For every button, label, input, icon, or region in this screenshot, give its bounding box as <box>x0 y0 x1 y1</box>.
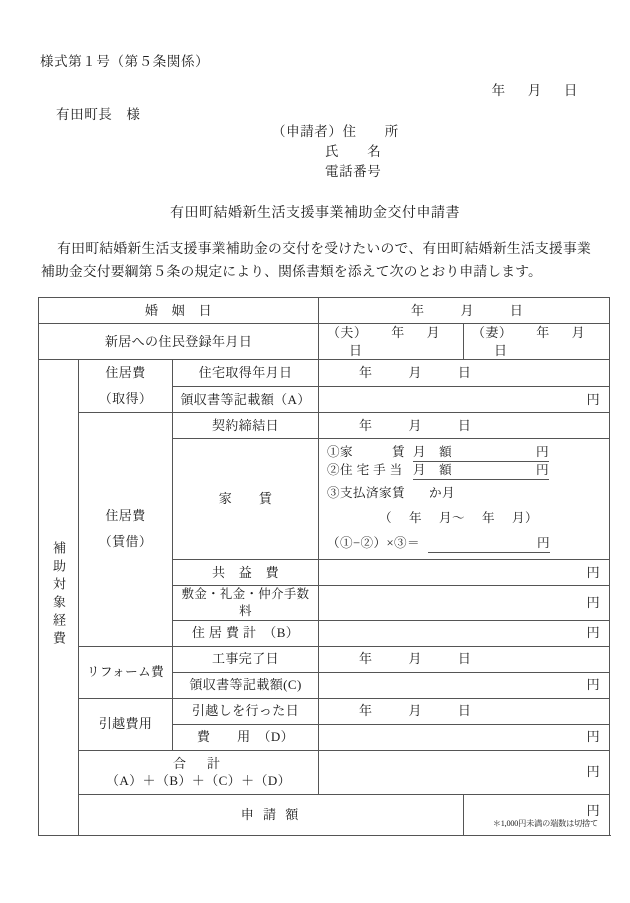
form-number: 様式第１号（第５条関係） <box>40 54 210 69</box>
acquire-receipt-value: 円 <box>319 386 610 413</box>
rent-item3-label: ③支払済家賃 <box>327 486 405 501</box>
acquire-receipt-label: 領収書等記載額（A） <box>173 386 319 413</box>
year-token: 年 <box>391 325 405 340</box>
common-fee-value: 円 <box>319 560 610 586</box>
rent-detail-cell <box>319 439 610 560</box>
reform-receipt-value: 円 <box>319 672 610 698</box>
rent-calc-label: （①−②）×③＝ <box>327 536 420 551</box>
applicant-prefix: （申請者） <box>272 124 343 139</box>
grand-total-label-line2: （A）＋（B）＋（C）＋（D） <box>105 773 292 789</box>
rent-item3-unit: か月 <box>429 486 456 501</box>
applicant-address-row <box>272 122 399 142</box>
housing-rent-label-line2: （賃借） <box>98 534 153 550</box>
applied-amount-note: ＊1,000円未満の端数は切捨て <box>492 818 599 828</box>
applicant-name-row <box>272 142 399 162</box>
vertical-label-text: 補助対象経費 <box>51 541 66 650</box>
subsidy-target-expense-vertical-label <box>39 360 79 836</box>
contract-date-value <box>319 413 610 439</box>
period-year2-token: 年 <box>482 511 496 526</box>
rent-line-1 <box>327 444 601 462</box>
table-row-grand-total <box>39 750 610 794</box>
housing-rent-label <box>79 413 173 646</box>
applicant-name-label: 氏 名 <box>325 144 382 159</box>
acquire-date-label: 住宅取得年月日 <box>173 360 319 387</box>
applicant-block <box>272 122 399 182</box>
moving-cost-label: 費 用 （D） <box>173 724 319 750</box>
application-table <box>38 297 610 836</box>
year-token: 年 <box>411 302 425 318</box>
page-title: 有田町結婚新生活支援事業補助金交付申請書 <box>170 206 460 221</box>
day-token: 日 <box>457 365 472 381</box>
reform-label: リフォーム費 <box>79 646 173 698</box>
day-token: 日 <box>509 302 524 318</box>
housing-acquire-label-line2: （取得） <box>98 391 153 407</box>
month-token: 月 <box>408 651 422 667</box>
residency-label: 新居への住民登録年月日 <box>39 324 319 360</box>
residency-husband-cell <box>319 324 464 360</box>
housing-acquire-label-line1: 住居費 <box>105 365 146 381</box>
deposit-label: 敷金・礼金・仲介手数料 <box>173 586 319 620</box>
table-row-reform-date <box>39 646 610 672</box>
applicant-phone-row <box>272 162 399 182</box>
table-row-contract-date <box>39 413 610 439</box>
day-token: 日 <box>349 342 363 358</box>
addressee-line <box>56 103 141 123</box>
table-row-residency-date <box>39 324 610 360</box>
day-token: 日 <box>457 651 472 667</box>
common-fee-label: 共 益 費 <box>173 560 319 586</box>
table-row-applied-amount <box>39 794 610 835</box>
year-token: 年 <box>359 651 373 667</box>
applied-amount-label: 申 請 額 <box>79 794 464 835</box>
rent-item2-sub: 月 額 <box>413 463 453 478</box>
marriage-date-value <box>319 298 610 324</box>
marriage-date-label: 婚 姻 日 <box>39 298 319 324</box>
applicant-phone-label: 電話番号 <box>325 164 382 179</box>
rent-item2-label: ②住 宅 手 当 <box>327 463 403 478</box>
rent-calculation-line <box>327 535 601 553</box>
husband-marker: （夫） <box>327 325 368 340</box>
addressee-honorific: 様 <box>126 107 141 122</box>
housing-acquire-label <box>79 360 173 413</box>
year-token: 年 <box>359 365 373 381</box>
month-token: 月 <box>460 302 474 318</box>
period-open-paren: （ <box>379 511 393 526</box>
month-token: 月 <box>571 325 586 340</box>
rent-calc-result-field <box>428 535 550 553</box>
rent-item2-amount-field <box>413 462 549 480</box>
year-token: 年 <box>536 325 550 340</box>
month-token: 月 <box>408 417 422 433</box>
residency-wife-cell <box>464 324 610 360</box>
intro-paragraph <box>41 237 591 283</box>
rent-item1-sub: 月 額 <box>413 445 453 460</box>
yen-symbol: 円 <box>536 463 550 478</box>
yen-symbol: 円 <box>586 802 601 818</box>
deposit-value: 円 <box>319 586 610 620</box>
submission-date-line <box>492 79 578 99</box>
moving-date-value <box>319 698 610 724</box>
grand-total-label-line1: 合 計 <box>173 755 225 771</box>
reform-receipt-label: 領収書等記載額(C) <box>173 672 319 698</box>
day-token: 日 <box>494 342 508 358</box>
date-day-token: 日 <box>563 83 578 98</box>
date-month-token: 月 <box>527 83 542 98</box>
moving-label: 引越費用 <box>79 698 173 750</box>
rent-line-2 <box>327 462 601 480</box>
housing-rent-label-line1: 住居費 <box>105 508 146 524</box>
reform-date-value <box>319 646 610 672</box>
period-month-token: 月～ <box>439 511 466 526</box>
grand-total-label <box>79 750 319 794</box>
period-year-token: 年 <box>409 511 423 526</box>
acquire-date-value <box>319 360 610 387</box>
table-row-moving-date <box>39 698 610 724</box>
month-token: 月 <box>426 325 441 340</box>
application-table-wrapper <box>38 297 609 836</box>
table-row-marriage-date <box>39 298 610 324</box>
applicant-address-label: 住 所 <box>342 124 399 139</box>
grand-total-value: 円 <box>319 750 610 794</box>
rent-period-line <box>327 510 601 527</box>
yen-symbol: 円 <box>536 445 550 460</box>
date-year-token: 年 <box>491 83 506 98</box>
applied-amount-value <box>464 794 610 835</box>
rent-cell-label: 家 賃 <box>173 439 319 560</box>
housing-total-label: 住 居 費 計 （B） <box>173 620 319 646</box>
day-token: 日 <box>457 703 472 719</box>
contract-date-label: 契約締結日 <box>173 413 319 439</box>
month-token: 月 <box>408 703 422 719</box>
housing-total-value: 円 <box>319 620 610 646</box>
intro-text: 有田町結婚新生活支援事業補助金の交付を受けたいので、有田町結婚新生活支援事業補助金交付要綱第５条の規定により、関係書類を添えて次のとおり申請します。 <box>41 241 591 279</box>
year-token: 年 <box>359 703 373 719</box>
rent-item1-label: ①家 賃 <box>327 445 405 460</box>
moving-date-label: 引越しを行った日 <box>173 698 319 724</box>
reform-date-label: 工事完了日 <box>173 646 319 672</box>
addressee-name: 有田町長 <box>56 107 113 122</box>
rent-item1-amount-field <box>413 444 549 462</box>
rent-line-3 <box>327 485 601 502</box>
wife-marker: （妻） <box>472 325 513 340</box>
moving-cost-value: 円 <box>319 724 610 750</box>
table-row-acquire-date <box>39 360 610 387</box>
yen-symbol: 円 <box>537 536 550 551</box>
period-month2-token: 月） <box>512 511 539 526</box>
year-token: 年 <box>359 417 373 433</box>
month-token: 月 <box>408 365 422 381</box>
day-token: 日 <box>457 417 472 433</box>
